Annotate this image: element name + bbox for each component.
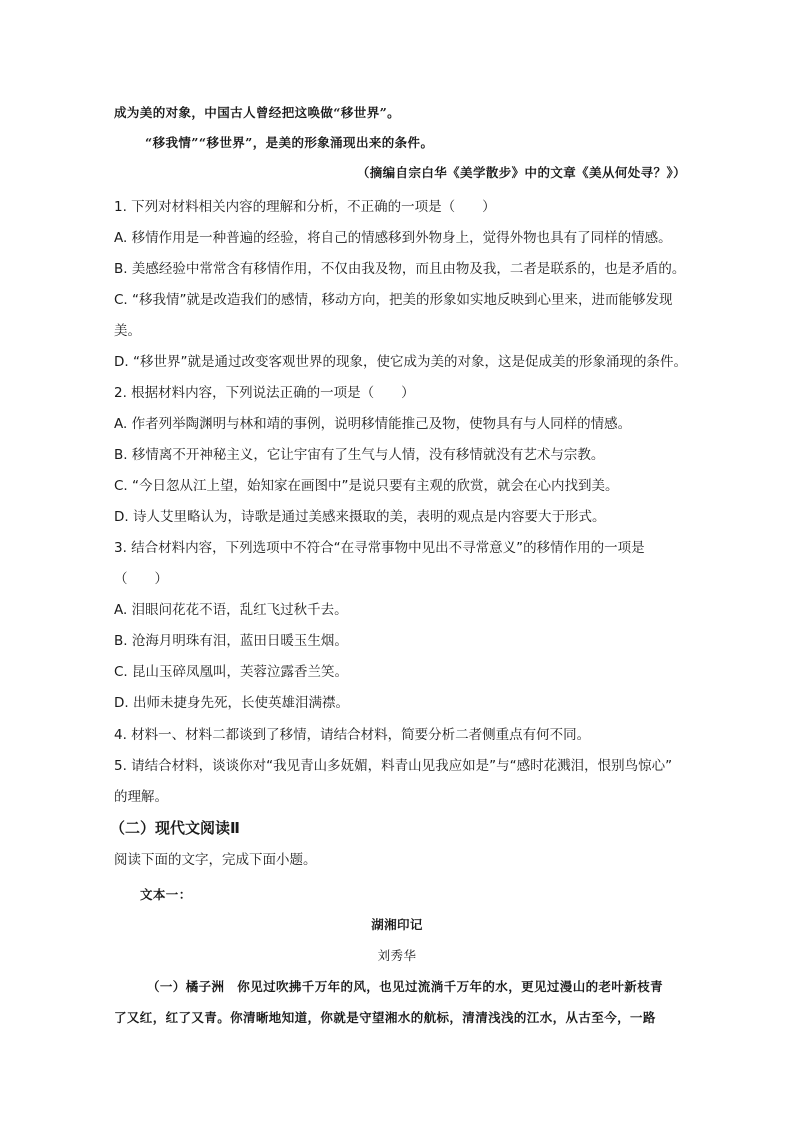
article-author: 刘秀华 (377, 948, 417, 963)
question-option: D. 出师未捷身先死，长使英雄泪满襟。 (114, 695, 349, 711)
question-option: D. “移世界”就是通过改变客观世界的现象，使它成为美的对象，这是促成美的形象涌现的条件。 (114, 354, 687, 370)
question-option: A. 移情作用是一种普遍的经验，将自己的情感移到外物身上，觉得外物也具有了同样的情感。 (114, 230, 672, 246)
section-heading: （二）现代文阅读Ⅱ (110, 819, 240, 837)
section-instruction: 阅读下面的文字，完成下面小题。 (114, 852, 317, 868)
question-option: B. 美感经验中常常含有移情作用，不仅由我及物，而且由物及我，二者是联系的，也是矛盾的。 (114, 261, 686, 277)
question-stem: 2. 根据材料内容，下列说法正确的一项是（ ） (114, 385, 415, 401)
text-label: 文本一： (140, 887, 192, 902)
passage-line: 成为美的对象，中国古人曾经把这唤做“移世界”。 (114, 105, 401, 120)
question-option: 美。 (114, 323, 141, 339)
question-stem: 3. 结合材料内容，下列选项中不符合“在寻常事物中见出不寻常意义”的移情作用的一项是 (114, 540, 645, 556)
passage-line: “移我情”“移世界”，是美的形象涌现出来的条件。 (145, 135, 434, 150)
question-stem: 4. 材料一、材料二都谈到了移情，请结合材料，简要分析二者侧重点有何不同。 (114, 727, 591, 743)
question-option: B. 沧海月明珠有泪，蓝田日暖玉生烟。 (114, 633, 348, 649)
question-option: C. “移我情”就是改造我们的感情，移动方向，把美的形象如实地反映到心里来，进而能够发现 (114, 292, 673, 308)
passage-source: （摘编自宗白华《美学散步》中的文章《美从何处寻？》） (356, 165, 686, 180)
question-option: B. 移情离不开神秘主义，它让宇宙有了生气与人情，没有移情就没有艺术与宗教。 (114, 447, 605, 463)
question-option: A. 泪眼问花花不语，乱红飞过秋千去。 (114, 602, 348, 618)
article-paragraph-line: 了又红，红了又青。你清晰地知道，你就是守望湘水的航标，清清浅浅的江水，从古至今，一路 (114, 1010, 656, 1025)
question-option: C. 昆山玉碎凤凰叫，芙蓉泣露香兰笑。 (114, 664, 349, 680)
question-stem: 1. 下列对材料相关内容的理解和分析，不正确的一项是（ ） (114, 199, 496, 215)
question-stem-continued: （ ） (114, 571, 168, 587)
question-stem-continued: 的理解。 (114, 789, 168, 805)
article-paragraph-line: （一）橘子洲 你见过吹拂千万年的风，也见过流淌千万年的水，更见过漫山的老叶新枝青 (147, 979, 664, 994)
article-title: 湖湘印记 (371, 917, 423, 932)
question-option: A. 作者列举陶渊明与林和靖的事例，说明移情能推己及物，使物具有与人同样的情感。 (114, 416, 632, 432)
question-stem: 5. 请结合材料，谈谈你对“我见青山多妩媚，料青山见我应如是”与“感时花溅泪，恨别鸟惊心” (114, 758, 673, 774)
question-option: D. 诗人艾里略认为，诗歌是通过美感来摄取的美，表明的观点是内容要大于形式。 (114, 509, 606, 525)
question-option: C. “今日忽从江上望，始知家在画图中”是说只要有主观的欣赏，就会在心内找到美。 (114, 478, 619, 494)
